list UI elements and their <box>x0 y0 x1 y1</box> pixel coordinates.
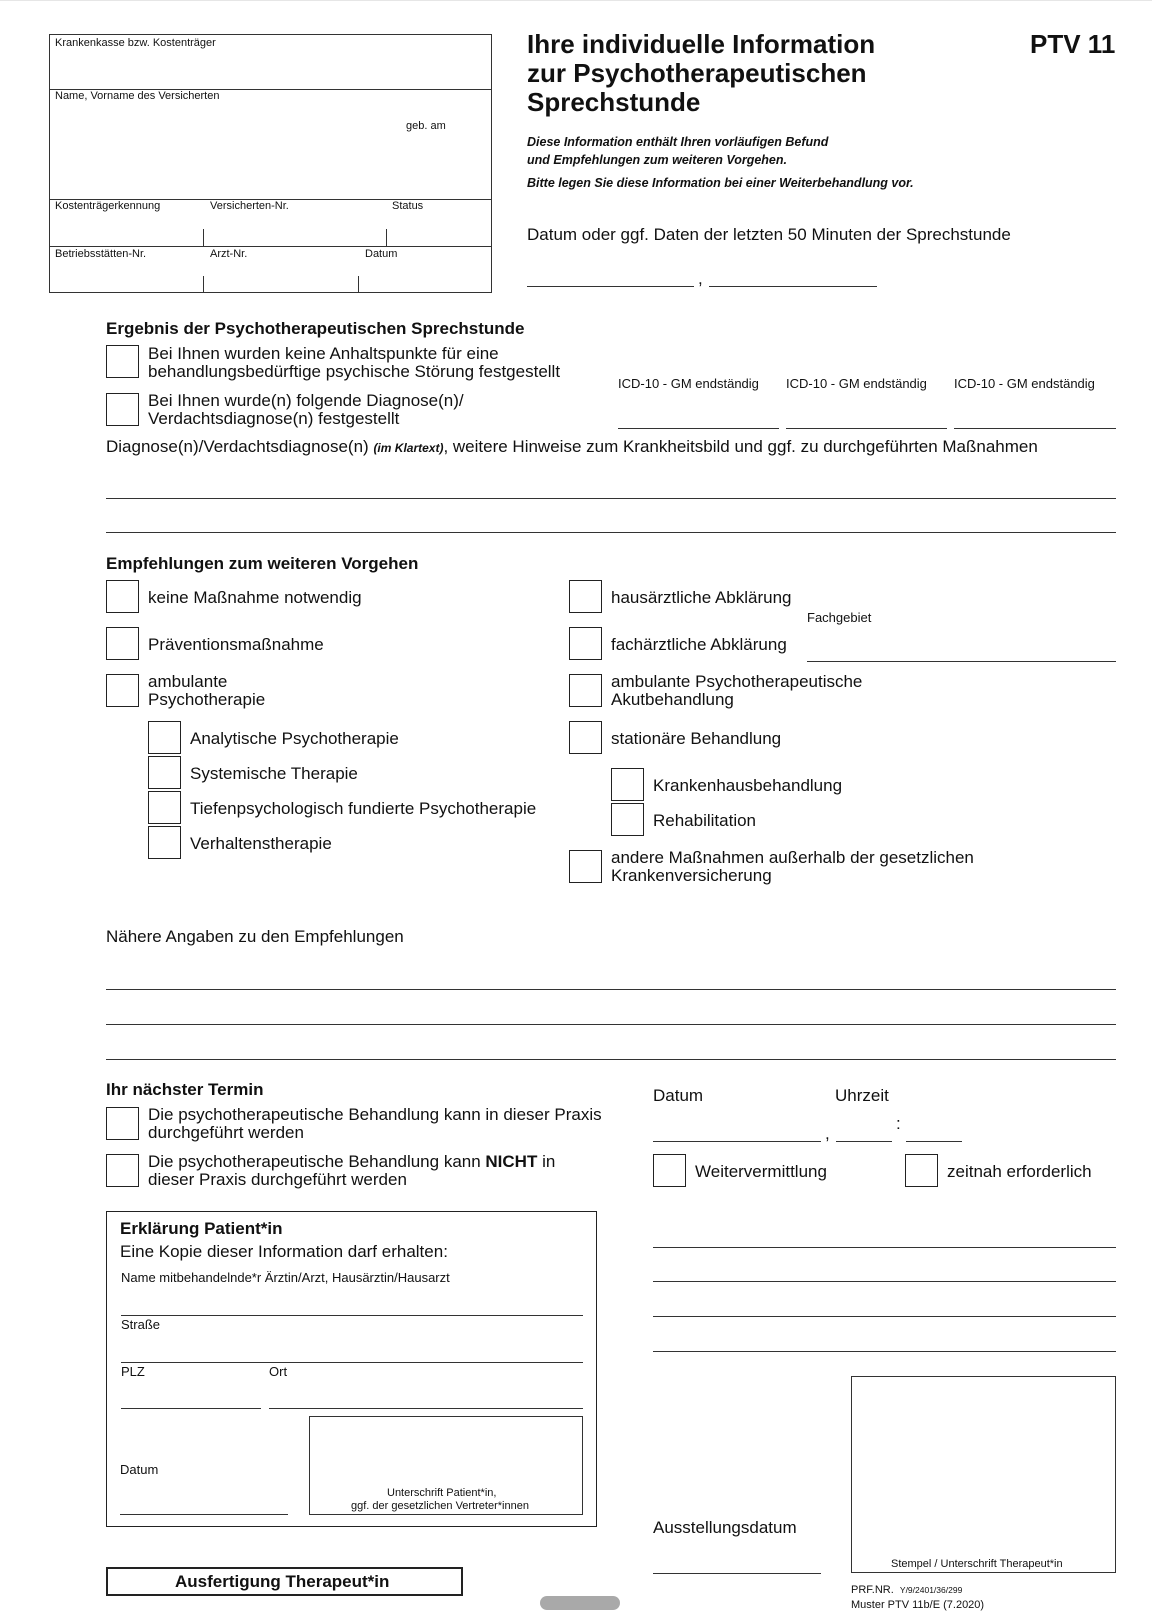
label-strasse: Straße <box>121 1317 161 1332</box>
header-box-divider <box>49 246 492 247</box>
checkbox-next-not-possible[interactable] <box>106 1154 139 1187</box>
checkbox-tiefen[interactable] <box>148 791 181 824</box>
next-note-line-3[interactable] <box>653 1316 1116 1317</box>
label-andere: andere Maßnahmen außerhalb der gesetzlichen Krankenversicherung <box>611 848 974 886</box>
label-plz: PLZ <box>121 1364 145 1379</box>
checkbox-praevention[interactable] <box>106 627 139 660</box>
label-facharzt: fachärztliche Abklärung <box>611 635 787 654</box>
label-reha: Rehabilitation <box>653 811 757 830</box>
checkbox-ambulant[interactable] <box>106 674 139 707</box>
checkbox-keine[interactable] <box>106 580 139 613</box>
label-krankenhaus: Krankenhausbehandlung <box>653 776 843 795</box>
label-systemisch: Systemische Therapie <box>190 764 358 783</box>
checkbox-stationaer[interactable] <box>569 721 602 754</box>
option-diagnosis: Bei Ihnen wurde(n) folgende Diagnose(n)/ Verdachtsdiagnose(n) festgestellt <box>148 391 464 429</box>
intro-line3: Bitte legen Sie diese Information bei einer Weiterbehandlung vor. <box>527 176 914 190</box>
next-time-colon: : <box>896 1114 901 1133</box>
label-weitervermittlung: Weitervermittlung <box>695 1162 827 1181</box>
session-date-separator: , <box>698 269 703 288</box>
page-title-line2: zur Psychotherapeutischen <box>527 58 867 88</box>
label-status: Status <box>392 200 424 212</box>
session-dates-label: Datum oder ggf. Daten der letzten 50 Minuten der Sprechstunde <box>527 225 1011 244</box>
next-note-line-4[interactable] <box>653 1351 1116 1352</box>
checkbox-no-disorder[interactable] <box>106 345 139 378</box>
field-tick <box>203 229 204 246</box>
diagnosis-text-line-1[interactable] <box>106 498 1116 499</box>
label-ort: Ort <box>269 1364 288 1379</box>
checkbox-systemisch[interactable] <box>148 756 181 789</box>
label-betriebsstaetten-nr: Betriebsstätten-Nr. <box>55 248 147 260</box>
fachgebiet-field[interactable] <box>807 661 1116 662</box>
next-date-comma: , <box>825 1124 830 1143</box>
intro-line1: Diese Information enthält Ihren vorläufigen Befund <box>527 135 829 149</box>
icd-field-3[interactable] <box>954 428 1116 429</box>
mitbehandelnd-field[interactable] <box>121 1315 583 1316</box>
label-keine: keine Maßnahme notwendig <box>148 588 362 607</box>
stamp-caption: Stempel / Unterschrift Therapeut*in <box>891 1558 1063 1570</box>
checkbox-verhalten[interactable] <box>148 826 181 859</box>
details-line-3[interactable] <box>106 1059 1116 1060</box>
label-name: Name, Vorname des Versicherten <box>55 90 220 102</box>
label-ausstellungsdatum: Ausstellungsdatum <box>653 1518 797 1537</box>
checkbox-reha[interactable] <box>611 803 644 836</box>
label-zeitnah: zeitnah erforderlich <box>947 1162 1092 1181</box>
details-line-1[interactable] <box>106 989 1116 990</box>
field-tick <box>358 276 359 293</box>
icd-label-1: ICD-10 - GM endständig <box>618 376 759 391</box>
field-tick <box>203 276 204 293</box>
signature-caption-line2: ggf. der gesetzlichen Vertreter*innen <box>351 1500 529 1512</box>
prf-nr: PRF.NR. Y/9/2401/36/299 <box>851 1584 963 1596</box>
next-heading: Ihr nächster Termin <box>106 1080 264 1099</box>
next-date-field[interactable] <box>653 1141 821 1142</box>
checkbox-weitervermittlung[interactable] <box>653 1154 686 1187</box>
label-geb: geb. am <box>406 120 446 132</box>
option-no-disorder: Bei Ihnen wurden keine Anhaltspunkte für eine behandlungsbedürftige psychische Störung festgestellt <box>148 344 561 382</box>
page-top-edge <box>0 0 1152 1</box>
ort-field[interactable] <box>269 1408 583 1409</box>
ausfertigung-label: Ausfertigung Therapeut*in <box>175 1572 390 1591</box>
label-arzt-nr: Arzt-Nr. <box>210 248 248 260</box>
next-note-line-1[interactable] <box>653 1247 1116 1248</box>
page-title-line3: Sprechstunde <box>527 87 701 117</box>
label-ambulant: ambulante Psychotherapie <box>148 672 266 710</box>
checkbox-next-possible[interactable] <box>106 1107 139 1140</box>
label-praevention: Präventionsmaßnahme <box>148 635 324 654</box>
label-mitbehandelnd: Name mitbehandelnde*r Ärztin/Arzt, Hausärztin/Hausarzt <box>121 1270 450 1285</box>
stamp-signature-box[interactable] <box>851 1376 1116 1573</box>
checkbox-akut[interactable] <box>569 674 602 707</box>
recommend-heading: Empfehlungen zum weiteren Vorgehen <box>106 554 419 573</box>
diagnosis-text-line-2[interactable] <box>106 532 1116 533</box>
signature-caption-line1: Unterschrift Patient*in, <box>387 1487 497 1499</box>
muster-label: Muster PTV 11b/E (7.2020) <box>851 1599 985 1611</box>
checkbox-zeitnah[interactable] <box>905 1154 938 1187</box>
label-next-possible: Die psychotherapeutische Behandlung kann in dieser Praxis durchgeführt werden <box>148 1105 602 1143</box>
checkbox-krankenhaus[interactable] <box>611 768 644 801</box>
page-title-line1: Ihre individuelle Information <box>527 29 876 59</box>
scroll-handle[interactable] <box>540 1596 620 1610</box>
result-heading: Ergebnis der Psychotherapeutischen Sprechstunde <box>106 319 525 338</box>
declaration-heading: Erklärung Patient*in <box>120 1219 283 1238</box>
details-label: Nähere Angaben zu den Empfehlungen <box>106 927 404 946</box>
checkbox-andere[interactable] <box>569 850 602 883</box>
diagnosis-text-label: Diagnose(n)/Verdachtsdiagnose(n) (im Klartext), weitere Hinweise zum Krankheitsbild und ggf. zu durchgeführten Maßnahmen <box>106 437 1038 456</box>
checkbox-hausarzt[interactable] <box>569 580 602 613</box>
label-akut: ambulante Psychotherapeutische Akutbehandlung <box>611 672 863 710</box>
declaration-date-field[interactable] <box>120 1514 288 1515</box>
checkbox-facharzt[interactable] <box>569 627 602 660</box>
next-minute-field[interactable] <box>906 1141 962 1142</box>
label-kostentraegerkennung: Kostenträgerkennung <box>55 200 161 212</box>
checkbox-diagnosis[interactable] <box>106 393 139 426</box>
label-versicherten-nr: Versicherten-Nr. <box>210 200 289 212</box>
icd-label-3: ICD-10 - GM endständig <box>954 376 1095 391</box>
label-fachgebiet: Fachgebiet <box>807 610 872 625</box>
label-next-uhrzeit: Uhrzeit <box>835 1086 889 1105</box>
session-date-field-1[interactable] <box>527 286 694 287</box>
label-datum-header: Datum <box>365 248 398 260</box>
icd-field-2[interactable] <box>786 428 947 429</box>
session-date-field-2[interactable] <box>709 286 877 287</box>
next-hour-field[interactable] <box>836 1141 892 1142</box>
ausstellungsdatum-field[interactable] <box>653 1573 821 1574</box>
strasse-field[interactable] <box>121 1362 583 1363</box>
label-analytisch: Analytische Psychotherapie <box>190 729 399 748</box>
details-line-2[interactable] <box>106 1024 1116 1025</box>
icd-field-1[interactable] <box>618 428 779 429</box>
icd-label-2: ICD-10 - GM endständig <box>786 376 927 391</box>
form-code: PTV 11 <box>1030 29 1116 59</box>
label-tiefen: Tiefenpsychologisch fundierte Psychotherapie <box>190 799 537 818</box>
label-krankenkasse: Krankenkasse bzw. Kostenträger <box>55 37 216 49</box>
label-next-datum: Datum <box>653 1086 704 1105</box>
plz-field[interactable] <box>121 1408 261 1409</box>
intro-line2: und Empfehlungen zum weiteren Vorgehen. <box>527 153 787 167</box>
label-stationaer: stationäre Behandlung <box>611 729 782 748</box>
field-tick <box>386 229 387 246</box>
label-next-not-possible: Die psychotherapeutische Behandlung kann NICHT in dieser Praxis durchgeführt werden <box>148 1152 556 1190</box>
label-verhalten: Verhaltenstherapie <box>190 834 332 853</box>
next-note-line-2[interactable] <box>653 1281 1116 1282</box>
checkbox-analytisch[interactable] <box>148 721 181 754</box>
label-declaration-datum: Datum <box>120 1462 159 1477</box>
declaration-sub: Eine Kopie dieser Information darf erhalten: <box>120 1242 448 1261</box>
label-hausarzt: hausärztliche Abklärung <box>611 588 792 607</box>
